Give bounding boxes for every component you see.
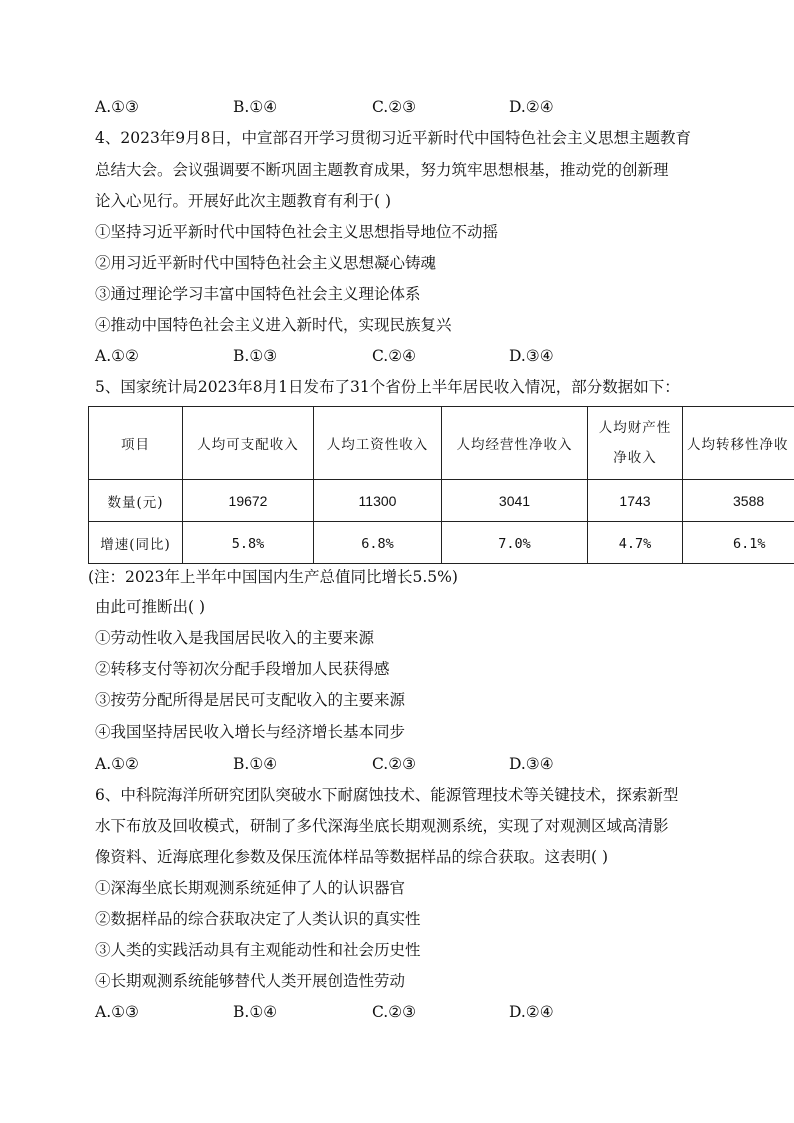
q4-item-2: ②用习近平新时代中国特色社会主义思想凝心铸魂 bbox=[95, 254, 437, 272]
q5-options bbox=[95, 754, 695, 774]
q6-stem-line-3: 像资料、近海底理化参数及保压流体样品等数据样品的综合获取。这表明( ) bbox=[95, 848, 609, 866]
table-cell: 4.7% bbox=[588, 522, 683, 564]
q3-option-d[interactable]: D.②④ bbox=[509, 98, 554, 116]
table-cell: 6.8% bbox=[314, 522, 442, 564]
table-cell: 1743 bbox=[588, 480, 683, 522]
q5-option-a[interactable]: A.①② bbox=[95, 755, 139, 773]
table-cell: 19672 bbox=[183, 480, 314, 522]
q4-option-a[interactable]: A.①② bbox=[95, 347, 139, 365]
header-wage-income: 人均工资性收入 bbox=[314, 407, 442, 480]
table-cell: 11300 bbox=[314, 480, 442, 522]
q5-option-d[interactable]: D.③④ bbox=[509, 755, 554, 773]
row-label-amount: 数量(元) bbox=[89, 480, 183, 522]
q5-item-4: ④我国坚持居民收入增长与经济增长基本同步 bbox=[95, 723, 406, 741]
q4-option-d[interactable]: D.③④ bbox=[509, 347, 554, 365]
q4-option-b[interactable]: B.①③ bbox=[233, 347, 278, 365]
header-disposable-income: 人均可支配收入 bbox=[183, 407, 314, 480]
header-property-income: 人均财产性 净收入 bbox=[588, 407, 683, 480]
q5-item-2: ②转移支付等初次分配手段增加人民获得感 bbox=[95, 660, 390, 678]
q6-stem-line-2: 水下布放及回收模式，研制了多代深海坐底长期观测系统，实现了对观测区域高清影 bbox=[95, 817, 669, 835]
header-transfer-income: 人均转移性净收 bbox=[683, 407, 794, 480]
table-cell: 3041 bbox=[442, 480, 588, 522]
q5-prompt: 由此可推断出( ) bbox=[95, 598, 206, 616]
header-business-income: 人均经营性净收入 bbox=[442, 407, 588, 480]
row-label-growth: 增速(同比) bbox=[89, 522, 183, 564]
q4-stem-line-1: 4、2023年9月8日，中宣部召开学习贯彻习近平新时代中国特色社会主义思想主题教育 bbox=[95, 129, 692, 147]
q4-stem-line-3: 论入心见行。开展好此次主题教育有利于( ) bbox=[95, 192, 392, 210]
q6-item-3: ③人类的实践活动具有主观能动性和社会历史性 bbox=[95, 941, 421, 959]
q4-item-4: ④推动中国特色社会主义进入新时代，实现民族复兴 bbox=[95, 316, 452, 334]
q3-option-c[interactable]: C.②③ bbox=[372, 98, 417, 116]
q3-options bbox=[95, 97, 695, 117]
q5-option-c[interactable]: C.②③ bbox=[372, 755, 417, 773]
q4-option-c[interactable]: C.②④ bbox=[372, 347, 417, 365]
q4-item-1: ①坚持习近平新时代中国特色社会主义思想指导地位不动摇 bbox=[95, 223, 499, 241]
q3-option-a[interactable]: A.①③ bbox=[95, 98, 139, 116]
q6-option-d[interactable]: D.②④ bbox=[509, 1003, 554, 1021]
q6-option-a[interactable]: A.①③ bbox=[95, 1003, 139, 1021]
table-cell: 7.0% bbox=[442, 522, 588, 564]
income-table bbox=[88, 406, 794, 564]
q4-options bbox=[95, 346, 695, 366]
q3-option-b[interactable]: B.①④ bbox=[233, 98, 278, 116]
q6-option-c[interactable]: C.②③ bbox=[372, 1003, 417, 1021]
q6-item-4: ④长期观测系统能够替代人类开展创造性劳动 bbox=[95, 972, 406, 990]
q6-stem-line-1: 6、中科院海洋所研究团队突破水下耐腐蚀技术、能源管理技术等关键技术，探索新型 bbox=[95, 786, 679, 804]
q5-stem: 5、国家统计局2023年8月1日发布了31个省份上半年居民收入情况，部分数据如下： bbox=[95, 378, 680, 396]
q4-stem-line-2: 总结大会。会议强调要不断巩固主题教育成果，努力筑牢思想根基，推动党的创新理 bbox=[95, 161, 669, 179]
q4-item-3: ③通过理论学习丰富中国特色社会主义理论体系 bbox=[95, 285, 421, 303]
table-cell: 3588 bbox=[683, 480, 794, 522]
q5-note: (注：2023年上半年中国国内生产总值同比增长5.5%) bbox=[88, 568, 458, 586]
q5-option-b[interactable]: B.①④ bbox=[233, 755, 278, 773]
header-item: 项目 bbox=[89, 407, 183, 480]
q6-option-b[interactable]: B.①④ bbox=[233, 1003, 278, 1021]
q6-item-2: ②数据样品的综合获取决定了人类认识的真实性 bbox=[95, 910, 421, 928]
table-cell: 5.8% bbox=[183, 522, 314, 564]
q6-item-1: ①深海坐底长期观测系统延伸了人的认识器官 bbox=[95, 879, 406, 897]
q6-options bbox=[95, 1002, 695, 1022]
q5-item-3: ③按劳分配所得是居民可支配收入的主要来源 bbox=[95, 691, 406, 709]
table-header-row bbox=[89, 407, 794, 480]
q5-item-1: ①劳动性收入是我国居民收入的主要来源 bbox=[95, 629, 375, 647]
table-row bbox=[89, 480, 794, 522]
table-cell: 6.1% bbox=[683, 522, 794, 564]
table-row bbox=[89, 522, 794, 564]
